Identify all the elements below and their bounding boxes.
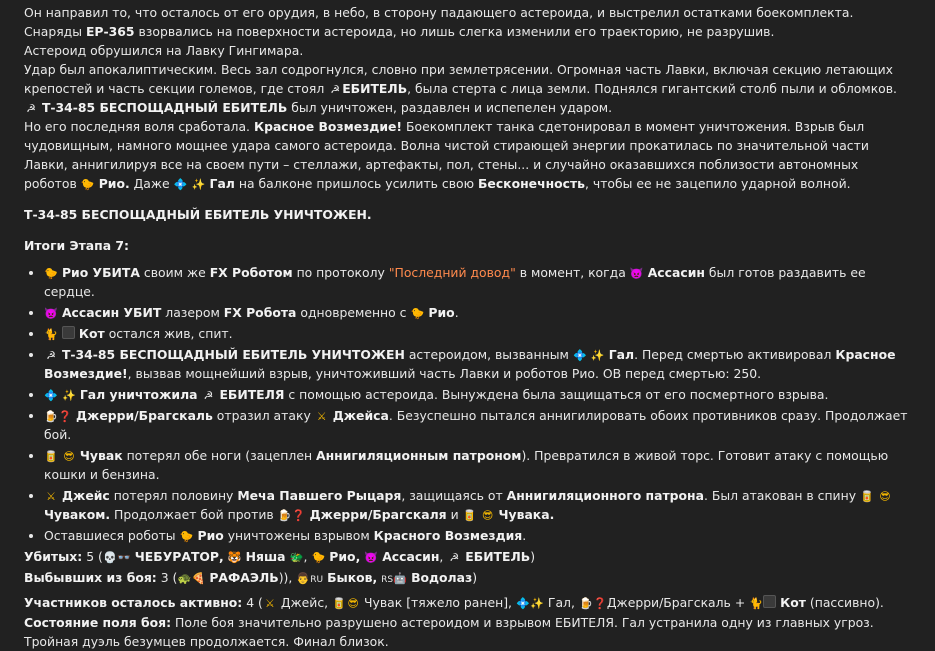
story-paragraph-5 bbox=[24, 117, 914, 193]
text: был готов раздавить ее сердце. bbox=[44, 265, 866, 299]
person-icon: 👨 bbox=[296, 572, 311, 585]
text: Чувак bbox=[79, 448, 123, 463]
infinity-name: Бесконечность bbox=[477, 176, 586, 191]
text: , защищаясь от bbox=[401, 488, 503, 503]
text: Аннигиляционного патрона bbox=[506, 488, 704, 503]
rio-chick-icon: 🐤 bbox=[179, 530, 194, 543]
list-item bbox=[44, 526, 914, 545]
pizza-icon: 🍕 bbox=[191, 572, 206, 585]
label: Состояние поля боя: bbox=[24, 615, 172, 630]
text: Няша bbox=[245, 549, 286, 564]
text: Оставшиеся роботы bbox=[44, 528, 176, 543]
rio-chick-icon: 🐤 bbox=[44, 267, 58, 280]
text: остался жив, спит. bbox=[108, 326, 233, 341]
text: ) bbox=[530, 549, 536, 564]
text: Рио bbox=[197, 528, 224, 543]
text: Джейс bbox=[61, 488, 110, 503]
text: Красного Возмездия bbox=[373, 528, 523, 543]
cool-face-icon: 😎 bbox=[481, 509, 494, 522]
gal-shield-icon: 💠 bbox=[173, 178, 188, 191]
hammer-sickle-icon: ☭ bbox=[449, 551, 460, 564]
text: + bbox=[734, 595, 746, 610]
text: FX Роботом bbox=[209, 265, 293, 280]
text: Продолжает бой против bbox=[114, 507, 274, 522]
text: , bbox=[439, 549, 444, 564]
country-tag: RU bbox=[310, 575, 324, 585]
devil-icon: 👿 bbox=[629, 267, 644, 280]
label: Выбывших из боя: bbox=[24, 570, 157, 585]
sparkle-icon: ✨ bbox=[590, 349, 605, 362]
tank-name: Т-34-85 БЕСПОЩАДНЫЙ ЕБИТЕЛЬ bbox=[41, 100, 288, 115]
text: Ассасин УБИТ bbox=[61, 305, 162, 320]
cat-icon: 🐈 bbox=[44, 328, 58, 341]
beer-icon: 🍺 bbox=[277, 509, 292, 522]
text: ЕБИТЕЛЬ bbox=[465, 549, 531, 564]
label: Участников осталось активно: bbox=[24, 595, 243, 610]
gal-shield-icon: 💠 bbox=[572, 349, 587, 362]
summary-list bbox=[24, 263, 914, 545]
text: Джерри/Брагскаля bbox=[309, 507, 447, 522]
devil-icon: 👿 bbox=[44, 307, 58, 320]
text: одновременно с bbox=[300, 305, 407, 320]
list-item bbox=[44, 324, 914, 343]
text: Боекомплект танка сдетонировал в момент уничтожения. Взрыв был чудовищным, намного мощнее удара самого астероида. Волна чистой стирающей энергии прокатилась по значительной части Лавки, аннигилируя все на своем пути – стеллажи, артефакты, пол, стены... и случайно оказавшихся поблизости автономных роботов bbox=[24, 119, 869, 191]
sparkle-icon: ✨ bbox=[191, 178, 206, 191]
summary-title bbox=[24, 236, 914, 255]
dragon-icon: 🐲 bbox=[289, 551, 304, 564]
list-item bbox=[44, 486, 914, 524]
gal-name: Гал bbox=[209, 176, 235, 191]
swords-icon: ⚔ bbox=[46, 490, 56, 503]
text: (пассивно). bbox=[809, 595, 884, 610]
text: Чуваком. bbox=[44, 507, 111, 522]
text: Кот bbox=[780, 595, 806, 610]
text: Но его последняя воля сработала. bbox=[24, 119, 250, 134]
story-paragraph-4 bbox=[24, 98, 914, 117]
text: )), bbox=[278, 570, 293, 585]
text: с помощью астероида. Вынуждена была защищаться от его посмертного взрыва. bbox=[288, 387, 829, 402]
turtle-icon: 🐢 bbox=[177, 572, 192, 585]
black-square-icon bbox=[62, 326, 75, 339]
cool-face-icon: 😎 bbox=[63, 450, 75, 463]
state-line bbox=[24, 613, 914, 651]
text: Гал bbox=[608, 347, 635, 362]
cat-icon: 🐈 bbox=[749, 597, 764, 610]
text: . Был атакован в спину bbox=[703, 488, 857, 503]
sparkle-icon: ✨ bbox=[530, 597, 544, 610]
text: Джерри/Брагскаль bbox=[606, 595, 731, 610]
text: , вызвав мощнейший взрыв, уничтоживший часть Лавки и роботов Рио. ОВ перед смертью: 250. bbox=[127, 366, 762, 381]
list-item bbox=[44, 345, 914, 383]
text: Меча Павшего Рыцаря bbox=[237, 488, 402, 503]
rio-chick-icon: 🐤 bbox=[311, 551, 326, 564]
story-paragraph-3 bbox=[24, 60, 914, 98]
protocol-name: "Последний довод" bbox=[388, 265, 516, 280]
text: Поле боя значительно разрушено астероидом и взрывом ЕБИТЕЛЯ. Гал устранила одну из главных угроз. Тройная дуэль безумцев продолжается. Финал близок. bbox=[24, 615, 874, 649]
text: отразил атаку bbox=[216, 408, 311, 423]
text: Т-34-85 БЕСПОЩАДНЫЙ ЕБИТЕЛЬ УНИЧТОЖЕН bbox=[61, 347, 405, 362]
text: Рио, bbox=[329, 549, 361, 564]
text: Красное Возмездие! bbox=[44, 347, 896, 381]
text: . Безуспешно пытался аннигилировать обоих противников сразу. Продолжает бой. bbox=[44, 408, 908, 442]
text: 3 ( bbox=[160, 570, 178, 585]
black-square-icon bbox=[763, 595, 776, 608]
text: на балконе пришлось усилить свою bbox=[238, 176, 475, 191]
text: , была стерта с лица земли. Поднялся гигантский столб пыли и обломков. bbox=[407, 81, 898, 96]
text: Джерри/Брагскаль bbox=[75, 408, 213, 423]
text: Рио УБИТА bbox=[61, 265, 140, 280]
cool-face-icon: 😎 bbox=[879, 490, 891, 503]
text: взорвались на поверхности астероида, но лишь слегка изменили его траекторию, не разрушив. bbox=[138, 24, 775, 39]
text: был уничтожен, раздавлен и испепелен ударом. bbox=[291, 100, 613, 115]
text: Быков, bbox=[327, 570, 378, 585]
text: Ассасин bbox=[382, 549, 440, 564]
devil-icon: 👿 bbox=[364, 551, 379, 564]
rio-chick-icon: 🐤 bbox=[410, 307, 425, 320]
message-body bbox=[24, 3, 914, 651]
text: ЕБИТЕЛЯ bbox=[219, 387, 285, 402]
swords-icon: ⚔ bbox=[264, 597, 275, 610]
gal-shield-icon: 💠 bbox=[44, 389, 58, 402]
tiger-icon: 🐯 bbox=[227, 551, 242, 564]
swords-icon: ⚔ bbox=[316, 410, 327, 423]
sparkle-icon: ✨ bbox=[62, 389, 76, 402]
text: Чувак bbox=[364, 595, 403, 610]
text: потерял половину bbox=[113, 488, 234, 503]
shell-name: ЕР-365 bbox=[85, 24, 135, 39]
text: Чувака. bbox=[498, 507, 555, 522]
text: Джейса bbox=[332, 408, 389, 423]
text: уничтожены взрывом bbox=[227, 528, 370, 543]
text: . bbox=[522, 528, 527, 543]
text: . Перед смертью активировал bbox=[634, 347, 832, 362]
rio-chick-icon: 🐤 bbox=[80, 178, 95, 191]
text: Кот bbox=[78, 326, 105, 341]
text: потерял обе ноги (зацеплен bbox=[126, 448, 313, 463]
text: и bbox=[450, 507, 459, 522]
red-vengeance: Красное Возмездие! bbox=[253, 119, 403, 134]
destroyed-heading bbox=[24, 205, 914, 224]
story-paragraph-1 bbox=[24, 3, 914, 41]
hammer-sickle-icon: ☭ bbox=[330, 83, 341, 96]
text: 5 ( bbox=[86, 549, 103, 564]
hammer-sickle-icon: ☭ bbox=[203, 389, 214, 402]
country-tag: RS bbox=[381, 575, 394, 585]
text: по протоколу bbox=[296, 265, 385, 280]
text: в момент, когда bbox=[519, 265, 626, 280]
text: FX Робота bbox=[223, 305, 297, 320]
can-icon: 🥫 bbox=[462, 509, 477, 522]
list-item: • 👿 Ассасин УБИТ лазером FX Робота одновременно с 🐤 Рио. bbox=[44, 303, 914, 322]
question-icon: ❓ bbox=[593, 597, 607, 610]
hammer-sickle-icon: ☭ bbox=[26, 102, 36, 115]
text: ). Превратился в живой торс. Готовит атаку с помощью кошки и бензина. bbox=[44, 448, 889, 482]
can-icon: 🥫 bbox=[332, 597, 346, 610]
active-line bbox=[24, 593, 914, 612]
cool-face-icon: 😎 bbox=[347, 597, 359, 610]
question-icon: ❓ bbox=[291, 509, 306, 522]
list-item bbox=[44, 406, 914, 444]
text: , bbox=[303, 549, 308, 564]
summary-title-text: Итоги Этапа 7: bbox=[24, 238, 129, 253]
glasses-icon: 👓 bbox=[116, 551, 131, 564]
gal-shield-icon: 💠 bbox=[516, 597, 530, 610]
text: ) bbox=[472, 570, 478, 585]
destroyed-text: Т-34-85 БЕСПОЩАДНЫЙ ЕБИТЕЛЬ УНИЧТОЖЕН. bbox=[24, 207, 372, 222]
list-item bbox=[44, 263, 914, 301]
list-item bbox=[44, 446, 914, 484]
question-icon: ❓ bbox=[58, 410, 72, 423]
story-paragraph-2: Астероид обрушился на Лавку Гингимара. bbox=[24, 43, 304, 58]
ebitel-name: ЕБИТЕЛЬ bbox=[342, 81, 408, 96]
killed-line bbox=[24, 547, 914, 566]
can-icon: 🥫 bbox=[860, 490, 874, 503]
label: Убитых: bbox=[24, 549, 83, 564]
beer-icon: 🍺 bbox=[44, 410, 58, 423]
text: ЧЕБУРАТОР, bbox=[134, 549, 224, 564]
rio-name: Рио. bbox=[98, 176, 130, 191]
text: лазером bbox=[165, 305, 220, 320]
text: 4 ( bbox=[246, 595, 263, 610]
text: астероидом, вызванным bbox=[408, 347, 569, 362]
text: Ассасин bbox=[647, 265, 705, 280]
text: Рио bbox=[428, 305, 455, 320]
list-item bbox=[44, 385, 914, 404]
robot-icon: 🤖 bbox=[393, 572, 407, 585]
skull-icon: 💀 bbox=[102, 551, 117, 564]
text: своим же bbox=[143, 265, 206, 280]
text: [тяжело ранен], bbox=[406, 595, 512, 610]
can-icon: 🥫 bbox=[44, 450, 58, 463]
beer-icon: 🍺 bbox=[579, 597, 593, 610]
text: Водолаз bbox=[411, 570, 473, 585]
text: Даже bbox=[133, 176, 170, 191]
text: Аннигиляционным патроном bbox=[316, 448, 522, 463]
text: Джейс, bbox=[280, 595, 329, 610]
hammer-sickle-icon: ☭ bbox=[46, 349, 56, 362]
text: Гал, bbox=[547, 595, 575, 610]
out-line bbox=[24, 568, 914, 590]
text: Удар был апокалиптическим. Весь зал содрогнулся, словно при землетрясении. Огромная часть Лавки, включая секцию летающих крепостей и часть секции големов, где стоял bbox=[24, 62, 894, 96]
text: Гал уничтожила bbox=[79, 387, 198, 402]
text: , чтобы ее не зацепило ударной волной. bbox=[585, 176, 851, 191]
text: РАФАЭЛЬ bbox=[209, 570, 279, 585]
text: Он направил то, что осталось от его орудия, в небо, в сторону падающего астероида, и выстрелил остатками боекомплекта. Снаряды bbox=[24, 5, 854, 39]
